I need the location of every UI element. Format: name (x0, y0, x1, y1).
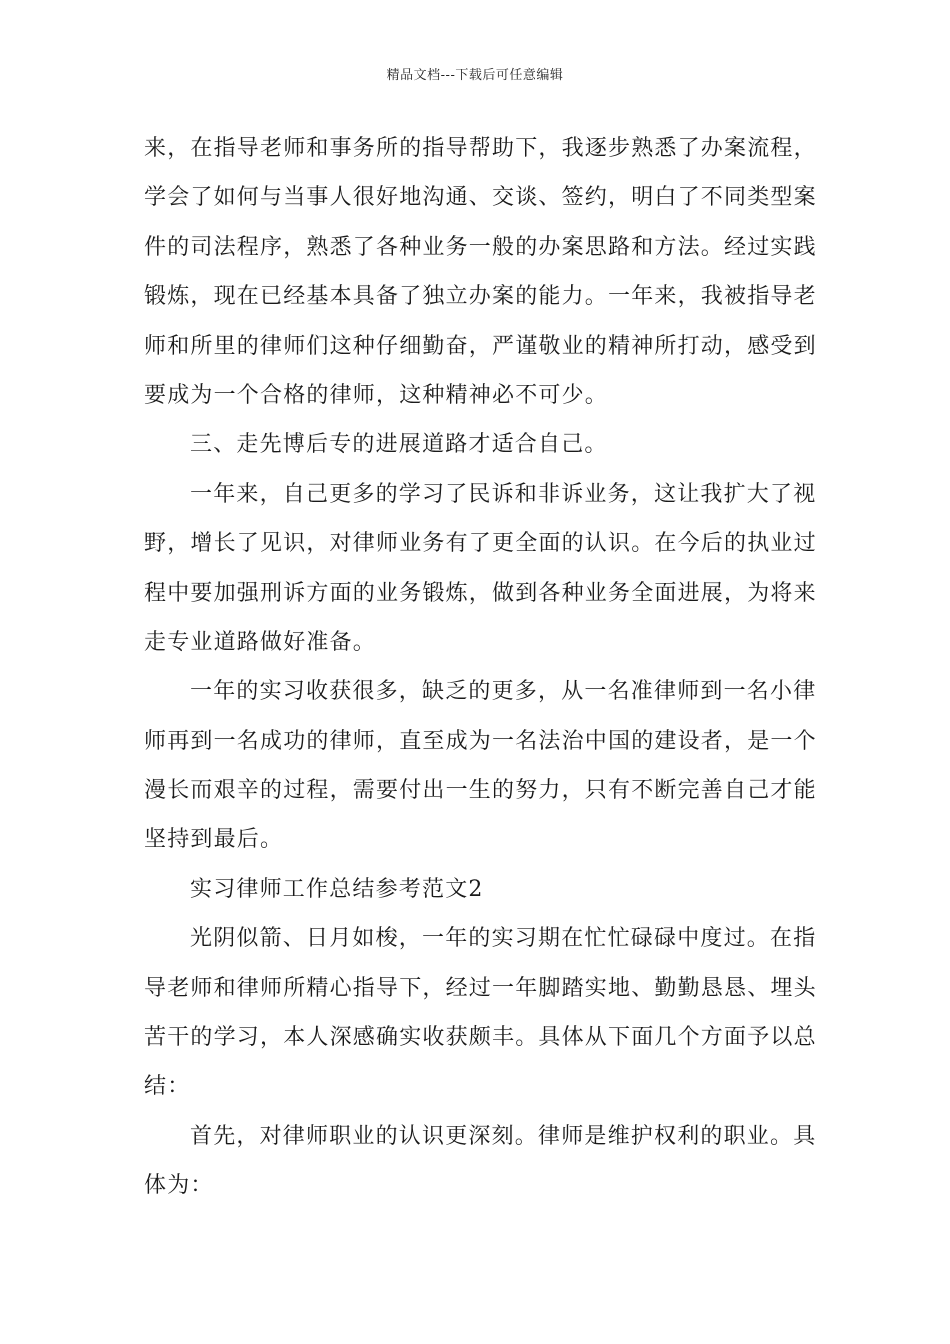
page-header: 精品文档---下载后可任意编辑 (386, 68, 564, 83)
text-line: 光阴似箭、日月如梭，一年的实习期在忙忙碌碌中度过。在指 (190, 926, 817, 952)
text-line: 师再到一名成功的律师，直至成为一名法治中国的建设者，是一个 (144, 728, 817, 754)
text-line: 来，在指导老师和事务所的指导帮助下，我逐步熟悉了办案流程， (144, 136, 817, 161)
text-line: 件的司法程序，熟悉了各种业务一般的办案思路和方法。经过实践 (144, 234, 817, 260)
text-line: 一年的实习收获很多，缺乏的更多，从一名准律师到一名小律 (190, 679, 817, 705)
text-line: 漫长而艰辛的过程，需要付出一生的努力，只有不断完善自己才能 (144, 778, 817, 804)
text-line: 程中要加强刑诉方面的业务锻炼，做到各种业务全面进展，为将来 (144, 580, 817, 606)
text-line: 坚持到最后。 (144, 827, 284, 853)
text-line: 走专业道路做好准备。 (144, 629, 377, 655)
text-line: 苦干的学习，本人深感确实收获颇丰。具体从下面几个方面予以总 (144, 1025, 817, 1051)
text-line: 一年来，自己更多的学习了民诉和非诉业务，这让我扩大了视 (190, 481, 817, 507)
text-line: 师和所里的律师们这种仔细勤奋，严谨敬业的精神所打动，感受到 (144, 333, 817, 359)
text-line: 导老师和律师所精心指导下，经过一年脚踏实地、勤勤恳恳、埋头 (144, 975, 817, 1001)
text-line: 学会了如何与当事人很好地沟通、交谈、签约，明白了不同类型案 (144, 185, 817, 211)
text-line: 要成为一个合格的律师，这种精神必不可少。 (144, 382, 609, 408)
document-title: 实习律师工作总结参考范文2 (190, 876, 484, 902)
document-body (144, 130, 817, 1217)
text-line: 首先，对律师职业的认识更深刻。律师是维护权利的职业。具 (190, 1123, 817, 1149)
text-line: 野，增长了见识，对律师业务有了更全面的认识。在今后的执业过 (144, 531, 817, 557)
section-heading: 三、走先博后专的进展道路才适合自己。 (190, 432, 608, 458)
text-line: 结： (144, 1074, 191, 1100)
text-line: 体为： (144, 1173, 214, 1199)
text-line: 锻炼，现在已经基本具备了独立办案的能力。一年来，我被指导老 (144, 284, 817, 310)
